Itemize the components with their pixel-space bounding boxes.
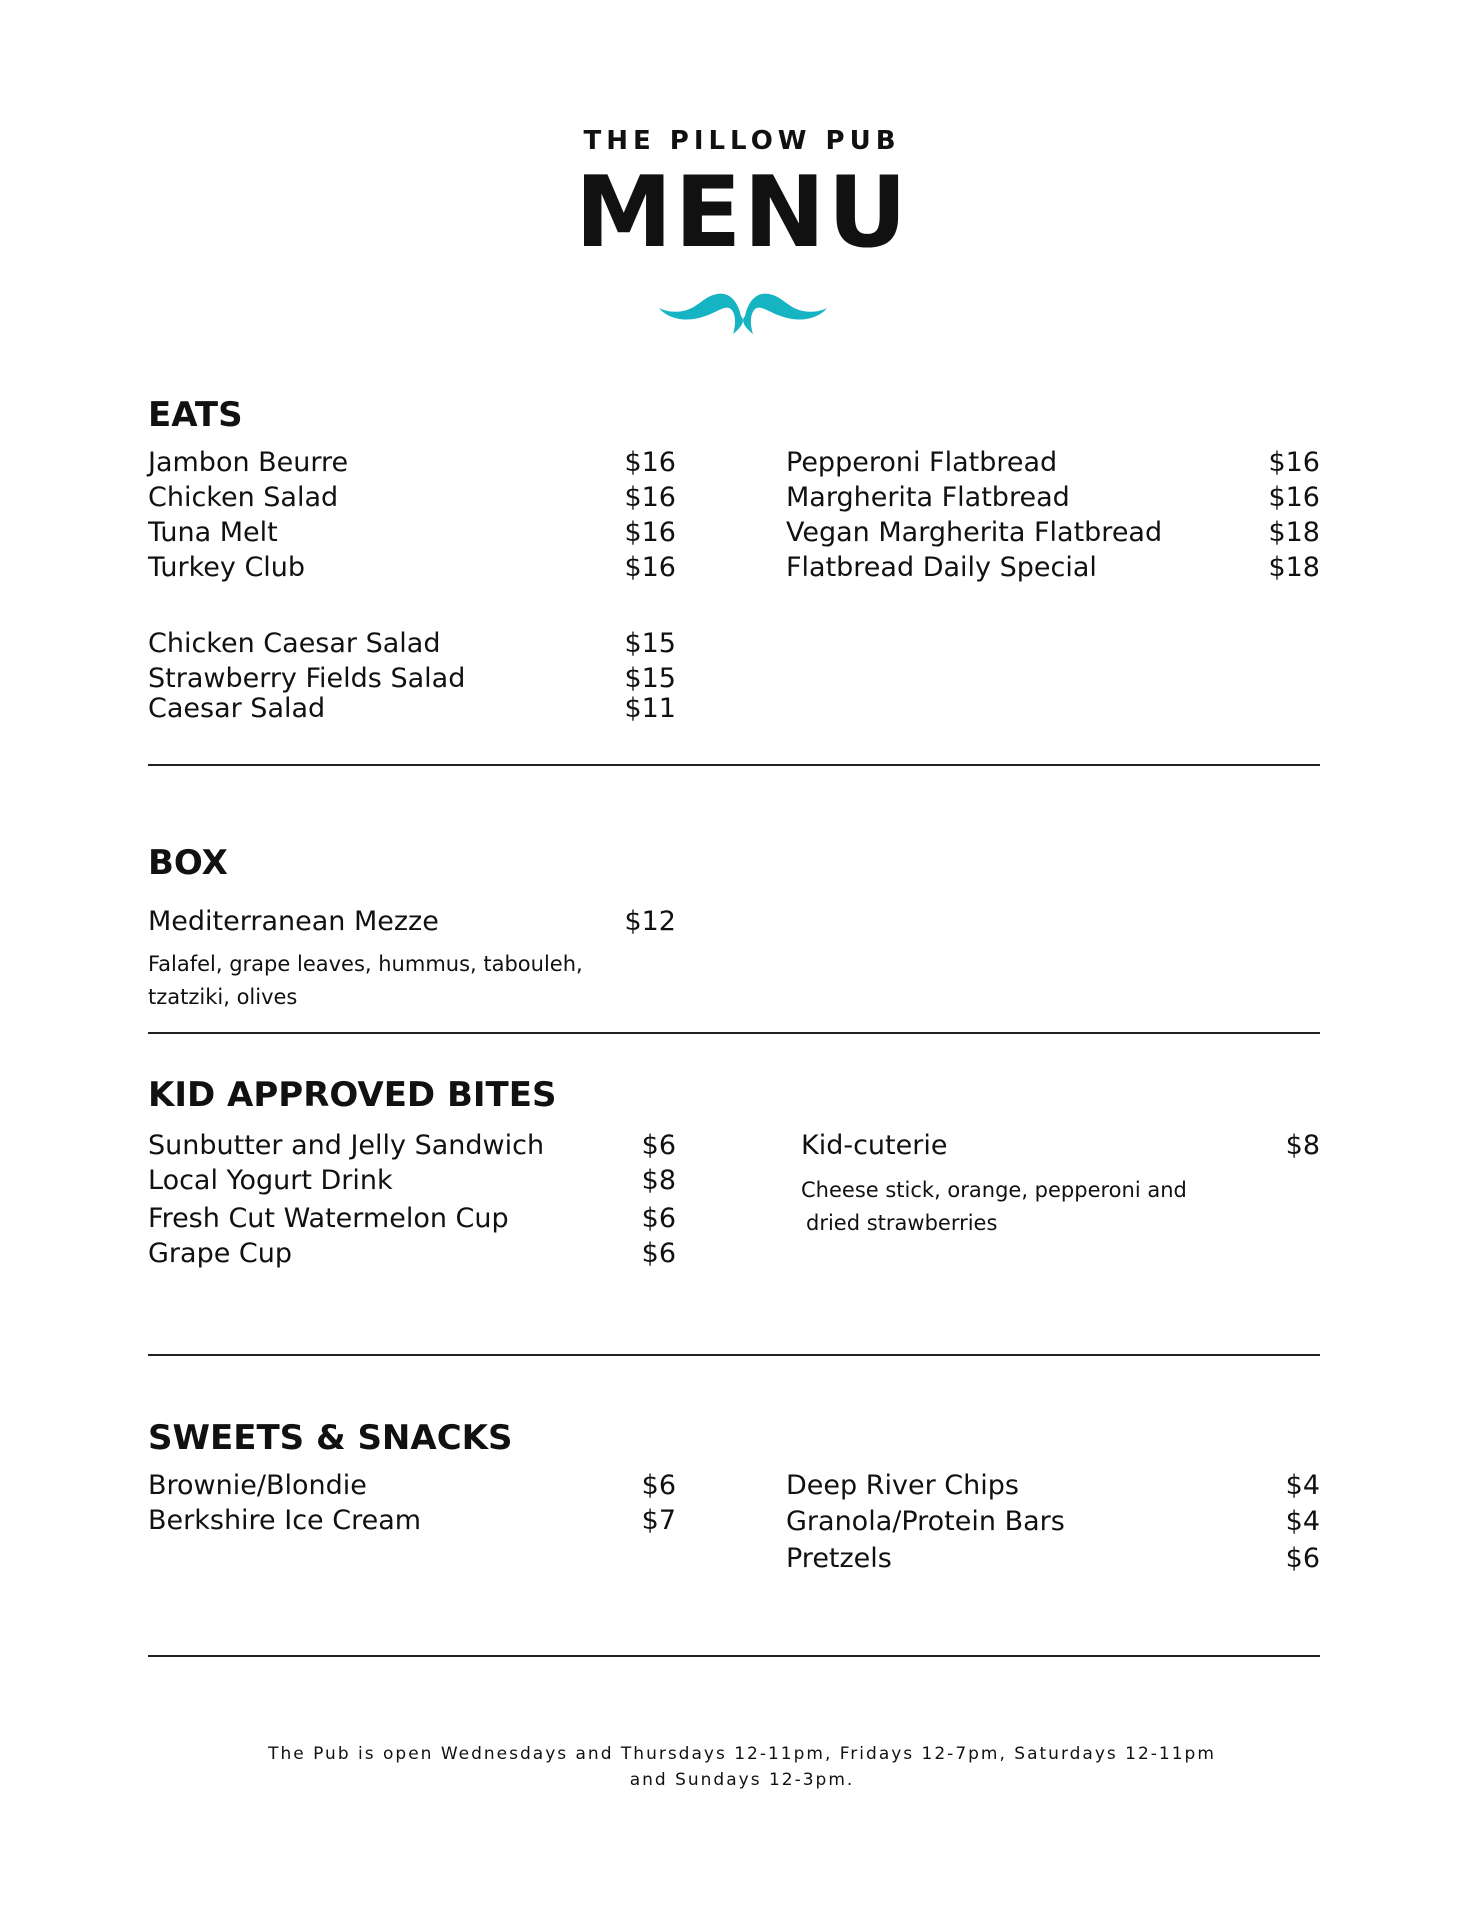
menu-item-price: $16 xyxy=(624,552,676,583)
menu-item-price: $15 xyxy=(624,663,676,694)
menu-item-name: Pretzels xyxy=(786,1543,892,1574)
menu-title: MENU xyxy=(574,156,910,270)
menu-item-price: $4 xyxy=(1285,1470,1320,1501)
section-title-sweets: SWEETS & SNACKS xyxy=(148,1418,513,1458)
menu-item-name: Granola/Protein Bars xyxy=(786,1506,1065,1537)
menu-item-price: $6 xyxy=(1285,1543,1320,1574)
menu-item-name: Chicken Caesar Salad xyxy=(148,628,441,659)
menu-item-name: Flatbread Daily Special xyxy=(786,552,1097,583)
menu-item-price: $16 xyxy=(624,482,676,513)
menu-item-name: Berkshire Ice Cream xyxy=(148,1505,422,1536)
menu-item-name: Caesar Salad xyxy=(148,693,326,724)
menu-item-name: Mediterranean Mezze xyxy=(148,906,439,937)
menu-item-name: Strawberry Fields Salad xyxy=(148,663,466,694)
menu-item-price: $18 xyxy=(1268,552,1320,583)
menu-item-price: $4 xyxy=(1285,1506,1320,1537)
menu-item-description: dried strawberries xyxy=(806,1211,998,1235)
opening-hours: The Pub is open Wednesdays and Thursdays 12-11pm, Fridays 12-7pm, Saturdays 12-11pm xyxy=(268,1744,1216,1764)
menu-item-name: Turkey Club xyxy=(148,552,306,583)
menu-item-price: $16 xyxy=(624,517,676,548)
menu-item-name: Pepperoni Flatbread xyxy=(786,447,1058,478)
menu-item-price: $16 xyxy=(624,447,676,478)
menu-item-name: Fresh Cut Watermelon Cup xyxy=(148,1203,509,1234)
section-title-kids: KID APPROVED BITES xyxy=(148,1075,557,1115)
menu-item-name: Chicken Salad xyxy=(148,482,339,513)
menu-item-price: $6 xyxy=(641,1470,676,1501)
menu-item-description: Falafel, grape leaves, hummus, tabouleh, xyxy=(148,952,583,976)
menu-item-price: $6 xyxy=(641,1203,676,1234)
menu-item-price: $7 xyxy=(641,1505,676,1536)
section-divider xyxy=(148,764,1320,766)
menu-item-name: Brownie/Blondie xyxy=(148,1470,367,1501)
section-title-box: BOX xyxy=(148,843,228,883)
menu-item-description: tzatziki, olives xyxy=(148,985,298,1009)
mustache-icon xyxy=(657,288,829,340)
menu-item-price: $16 xyxy=(1268,482,1320,513)
section-title-eats: EATS xyxy=(148,395,243,435)
menu-item-price: $8 xyxy=(1285,1130,1320,1161)
menu-item-price: $16 xyxy=(1268,447,1320,478)
menu-item-name: Tuna Melt xyxy=(148,517,278,548)
menu-item-price: $15 xyxy=(624,628,676,659)
section-divider xyxy=(148,1032,1320,1034)
menu-item-price: $8 xyxy=(641,1165,676,1196)
menu-item-name: Local Yogurt Drink xyxy=(148,1165,393,1196)
menu-item-price: $6 xyxy=(641,1238,676,1269)
menu-item-price: $6 xyxy=(641,1130,676,1161)
menu-item-name: Jambon Beurre xyxy=(148,447,349,478)
section-divider xyxy=(148,1655,1320,1657)
menu-item-price: $12 xyxy=(624,906,676,937)
restaurant-name: THE PILLOW PUB xyxy=(583,126,901,156)
menu-item-description: Cheese stick, orange, pepperoni and xyxy=(801,1178,1187,1202)
menu-item-name: Kid-cuterie xyxy=(801,1130,948,1161)
menu-item-name: Sunbutter and Jelly Sandwich xyxy=(148,1130,545,1161)
menu-item-price: $11 xyxy=(624,693,676,724)
menu-item-name: Vegan Margherita Flatbread xyxy=(786,517,1163,548)
section-divider xyxy=(148,1354,1320,1356)
menu-item-name: Grape Cup xyxy=(148,1238,293,1269)
menu-item-name: Deep River Chips xyxy=(786,1470,1019,1501)
menu-item-name: Margherita Flatbread xyxy=(786,482,1070,513)
opening-hours-continued: and Sundays 12-3pm. xyxy=(629,1770,855,1790)
menu-item-price: $18 xyxy=(1268,517,1320,548)
